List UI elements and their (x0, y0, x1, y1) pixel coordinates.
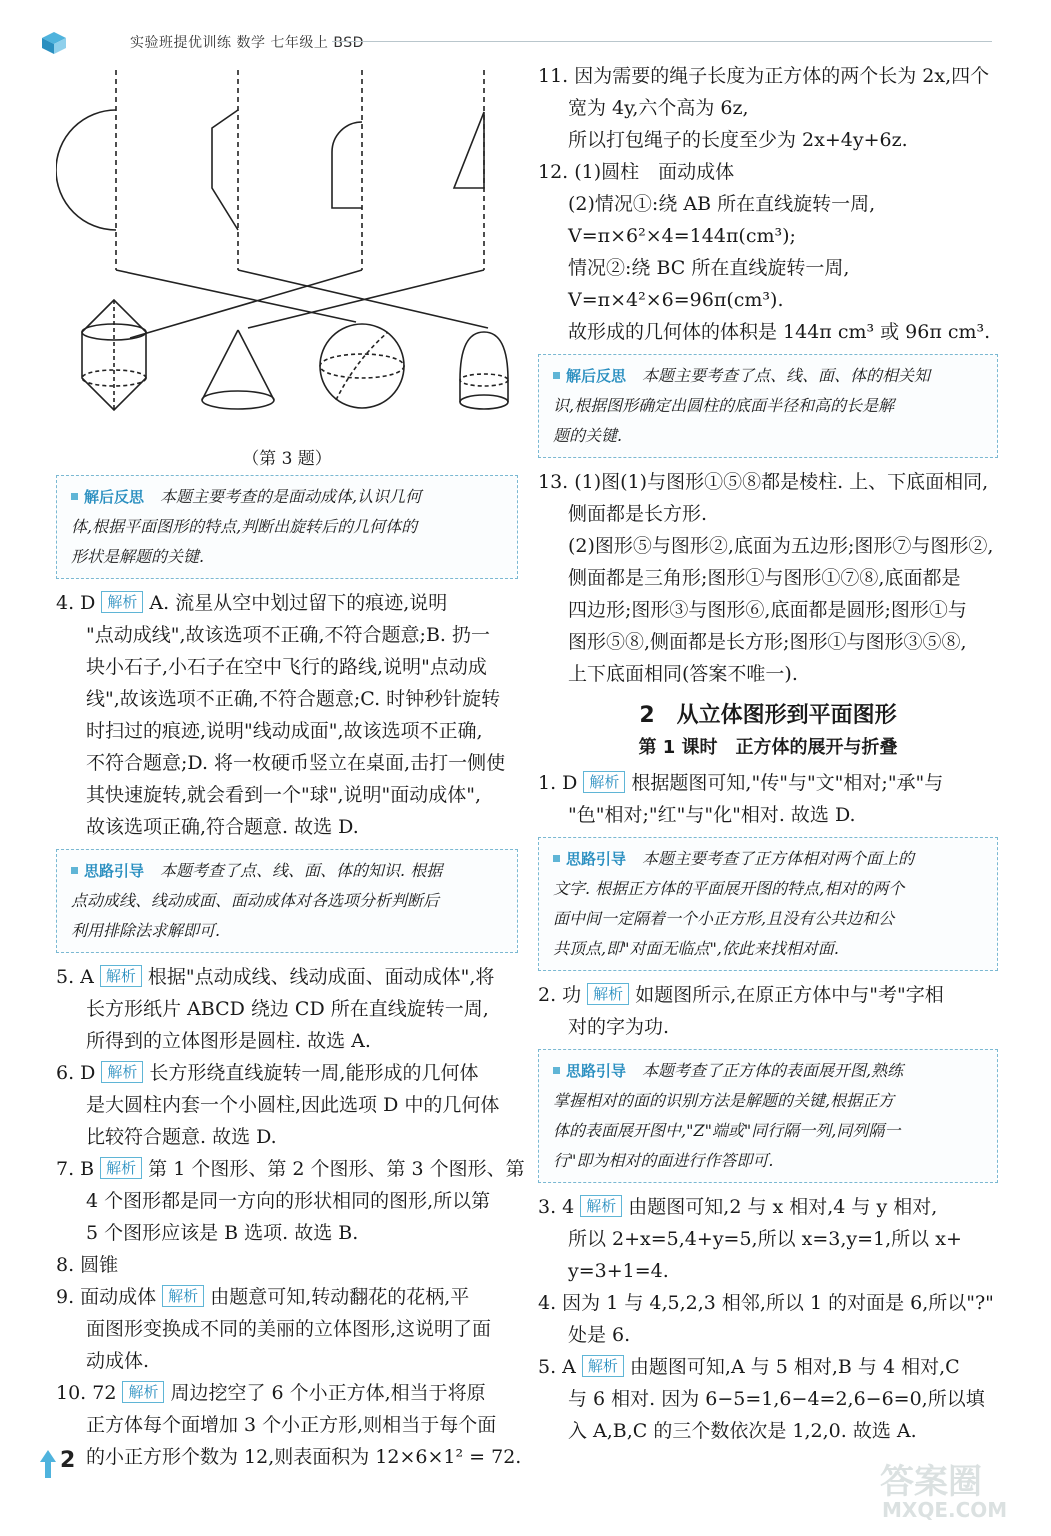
reflection-text: 识,根据图形确定出圆柱的底面半径和高的长是解 (553, 396, 895, 415)
header-title: 实验班提优训练 数学 七年级上 BSD (130, 35, 364, 51)
answer-text: 根据题图可知,"传"与"文"相对;"承"与 (631, 772, 944, 794)
answer-text: 块小石子,小石子在空中飞行的路线,说明"点动成 (86, 656, 487, 678)
analysis-tag: 解析 (101, 1061, 143, 1083)
answer-text: 的小正方形个数为 12,则表面积为 12×6×1² = 72. (86, 1446, 522, 1468)
answer-text: 根据"点动成线、线动成面、面动成体",将 (147, 966, 495, 988)
answer-text: 长方形绕直线旋转一周,能形成的几何体 (149, 1062, 479, 1084)
answer-text: V=π×6²×4=144π(cm³); (568, 225, 796, 247)
answer-text: 4 个图形都是同一方向的形状相同的图形,所以第 (86, 1190, 491, 1212)
reflection-heading: 解后反思 (566, 367, 627, 385)
answer-number: 5. A (538, 1356, 576, 1378)
answer-text: 故形成的几何体的体积是 144π cm³ 或 96π cm³. (568, 321, 991, 343)
reflection-heading: 解后反思 (84, 488, 145, 506)
answer-text: "点动成线",故该选项不正确,不符合题意;B. 扔一 (86, 624, 491, 646)
guide-text: 面中间一定隔着一个小正方形,且没有公共边和公 (553, 909, 895, 928)
analysis-tag: 解析 (100, 965, 142, 987)
bullet-icon (553, 372, 560, 379)
answer-text: 11. 因为需要的绳子长度为正方体的两个长为 2x,四个 (538, 65, 990, 87)
answer-text: 不符合题意;D. 将一枚硬币竖立在桌面,击打一侧使 (86, 752, 506, 774)
guide-box-3 (538, 1049, 998, 1183)
reflection-text: 形状是解题的关键. (71, 547, 205, 566)
answer-text: 由题意可知,转动翻花的花柄,平 (210, 1286, 470, 1308)
answer-text: 入 A,B,C 的三个数依次是 1,2,0. 故选 A. (568, 1420, 917, 1442)
answer-text: 时扫过的痕迹,说明"线动成面",故该选项不正确, (86, 720, 483, 742)
analysis-tag: 解析 (583, 771, 625, 793)
answer-text: 侧面都是长方形. (568, 503, 708, 525)
analysis-tag: 解析 (122, 1381, 164, 1403)
answer-text: 比较符合题意. 故选 D. (86, 1126, 277, 1148)
answer-number: 6. D (56, 1062, 96, 1084)
reflection-box-1 (56, 475, 518, 579)
answer-text: 面图形变换成不同的美丽的立体图形,这说明了面 (86, 1318, 492, 1340)
reflection-box-2 (538, 354, 998, 458)
answer-text: 其快速旋转,就会看到一个"球",说明"面动成体", (86, 784, 482, 806)
answer-text: 如题图所示,在原正方体中与"考"字相 (635, 984, 944, 1006)
analysis-tag: 解析 (580, 1195, 622, 1217)
right-column (538, 60, 998, 1447)
reflection-text: 体,根据平面图形的特点,判断出旋转后的几何体的 (71, 517, 418, 536)
answer-text: 5 个图形应该是 B 选项. 故选 B. (86, 1222, 359, 1244)
guide-text: 利用排除法求解即可. (71, 921, 221, 940)
rotation-figure (56, 60, 516, 448)
answer-text: A. 流星从空中划过留下的痕迹,说明 (149, 592, 448, 614)
guide-text: 本题考查了点、线、面、体的知识. 根据 (160, 861, 443, 880)
analysis-tag: 解析 (587, 983, 629, 1005)
guide-text: 共顶点,即"对面无临点",依此来找相对面. (553, 939, 839, 958)
page-number: 2 (60, 1448, 76, 1473)
analysis-tag: 解析 (162, 1285, 204, 1307)
watermark-logo (872, 1454, 1032, 1524)
answer-number: 9. 面动成体 (56, 1286, 157, 1308)
guide-box-2 (538, 837, 998, 971)
guide-box-1 (56, 849, 518, 953)
answer-number: 7. B (56, 1158, 95, 1180)
reflection-text: 本题主要考查了点、线、面、体的相关知 (642, 366, 931, 385)
book-logo-icon (40, 30, 68, 56)
answer-text: 上下底面相同(答案不唯一). (568, 663, 798, 685)
answer-number: 5. A (56, 966, 94, 988)
answer-text: 13. (1)图(1)与图形①⑤⑧都是棱柱. 上、下底面相同, (538, 471, 989, 493)
lesson-subtitle: 第 1 课时 正方体的展开与折叠 (638, 737, 898, 758)
answer-text: 情况②:绕 BC 所在直线旋转一周, (568, 257, 850, 279)
page-number-block (38, 1446, 98, 1486)
left-column (56, 60, 525, 1473)
answer-number: 4. D (56, 592, 96, 614)
guide-heading: 思路引导 (84, 862, 145, 880)
answer-text: 由题图可知,2 与 x 相对,4 与 y 相对, (628, 1196, 938, 1218)
answer-text: 与 6 相对. 因为 6−5=1,6−4=2,6−6=0,所以填 (568, 1388, 985, 1410)
guide-text: 体的表面展开图中,"Z"端或"同行隔一列,同列隔一 (553, 1121, 901, 1140)
answer-text: 宽为 4y,六个高为 6z, (568, 97, 749, 119)
answer-text: 动成体. (86, 1350, 150, 1372)
analysis-tag: 解析 (582, 1355, 624, 1377)
answer-text: 长方形纸片 ABCD 绕边 CD 所在直线旋转一周, (86, 998, 489, 1020)
page-header (40, 28, 1000, 58)
analysis-tag: 解析 (100, 1157, 142, 1179)
figure-caption: （第 3 题） (242, 449, 332, 469)
guide-heading: 思路引导 (566, 1062, 627, 1080)
watermark-text: 答案圈 (880, 1462, 982, 1502)
answer-text: 所以 2+x=5,4+y=5,所以 x=3,y=1,所以 x+ (568, 1228, 962, 1250)
answer-text: V=π×4²×6=96π(cm³). (568, 289, 784, 311)
answer-text: 处是 6. (568, 1324, 631, 1346)
answer-number: 1. D (538, 772, 578, 794)
answer-text: 所得到的立体图形是圆柱. 故选 A. (86, 1030, 371, 1052)
answer-text: (2)情况①:绕 AB 所在直线旋转一周, (568, 193, 876, 215)
guide-text: 本题主要考查了正方体相对两个面上的 (642, 849, 915, 868)
answer-number: 10. 72 (56, 1382, 117, 1404)
bullet-icon (553, 1067, 560, 1074)
guide-text: 文字. 根据正方体的平面展开图的特点,相对的两个 (553, 879, 905, 898)
answer-text: 周边挖空了 6 个小正方体,相当于将原 (170, 1382, 486, 1404)
guide-text: 行"即为相对的面进行作答即可. (553, 1151, 774, 1170)
answer-text: 正方体每个面增加 3 个小正方形,则相当于每个面 (86, 1414, 497, 1436)
answer-text: 是大圆柱内套一个小圆柱,因此选项 D 中的几何体 (86, 1094, 500, 1116)
answer-number: 2. 功 (538, 984, 582, 1006)
answer-text: 12. (1)圆柱 面动成体 (538, 161, 735, 183)
guide-text: 点动成线、线动成面、面动成体对各选项分析判断后 (71, 891, 440, 910)
answer-text: 第 1 个图形、第 2 个图形、第 3 个图形、第 (148, 1158, 525, 1180)
answer-text: 四边形;图形③与图形⑥,底面都是圆形;图形①与 (568, 599, 967, 621)
header-rule (332, 41, 992, 42)
guide-text: 本题考查了正方体的表面展开图,熟练 (642, 1061, 904, 1080)
bullet-icon (71, 493, 78, 500)
bullet-icon (71, 867, 78, 874)
answer-text: 故该选项正确,符合题意. 故选 D. (86, 816, 359, 838)
answer-text: 4. 因为 1 与 4,5,2,3 相邻,所以 1 的对面是 6,所以"?" (538, 1292, 994, 1314)
answer-text: y=3+1=4. (568, 1260, 669, 1282)
answer-text: 侧面都是三角形;图形①与图形①⑦⑧,底面都是 (568, 567, 961, 589)
answer-text: 图形⑤⑧,侧面都是长方形;图形①与图形③⑤⑧, (568, 631, 967, 653)
answer-text: 所以打包绳子的长度至少为 2x+4y+6z. (568, 129, 908, 151)
reflection-text: 本题主要考查的是面动成体,认识几何 (160, 487, 422, 506)
guide-text: 掌握相对的面的识别方法是解题的关键,根据正方 (553, 1091, 895, 1110)
answer-text: "色"相对;"红"与"化"相对. 故选 D. (568, 804, 856, 826)
answer-number: 3. 4 (538, 1196, 575, 1218)
reflection-text: 题的关键. (553, 426, 623, 445)
page-arrow-icon (38, 1448, 58, 1482)
answer-text: 8. 圆锥 (56, 1254, 119, 1276)
answer-text: 对的字为功. (568, 1016, 670, 1038)
answer-text: 线",故该选项不正确,不符合题意;C. 时钟秒针旋转 (86, 688, 501, 710)
watermark-url: MXQE.COM (882, 1498, 1008, 1522)
answer-text: 由题图可知,A 与 5 相对,B 与 4 相对,C (629, 1356, 960, 1378)
analysis-tag: 解析 (101, 591, 143, 613)
guide-heading: 思路引导 (566, 850, 627, 868)
answer-text: (2)图形⑤与图形②,底面为五边形;图形⑦与图形②, (568, 535, 994, 557)
bullet-icon (553, 855, 560, 862)
section-title: 2 从立体图形到平面图形 (639, 703, 897, 728)
